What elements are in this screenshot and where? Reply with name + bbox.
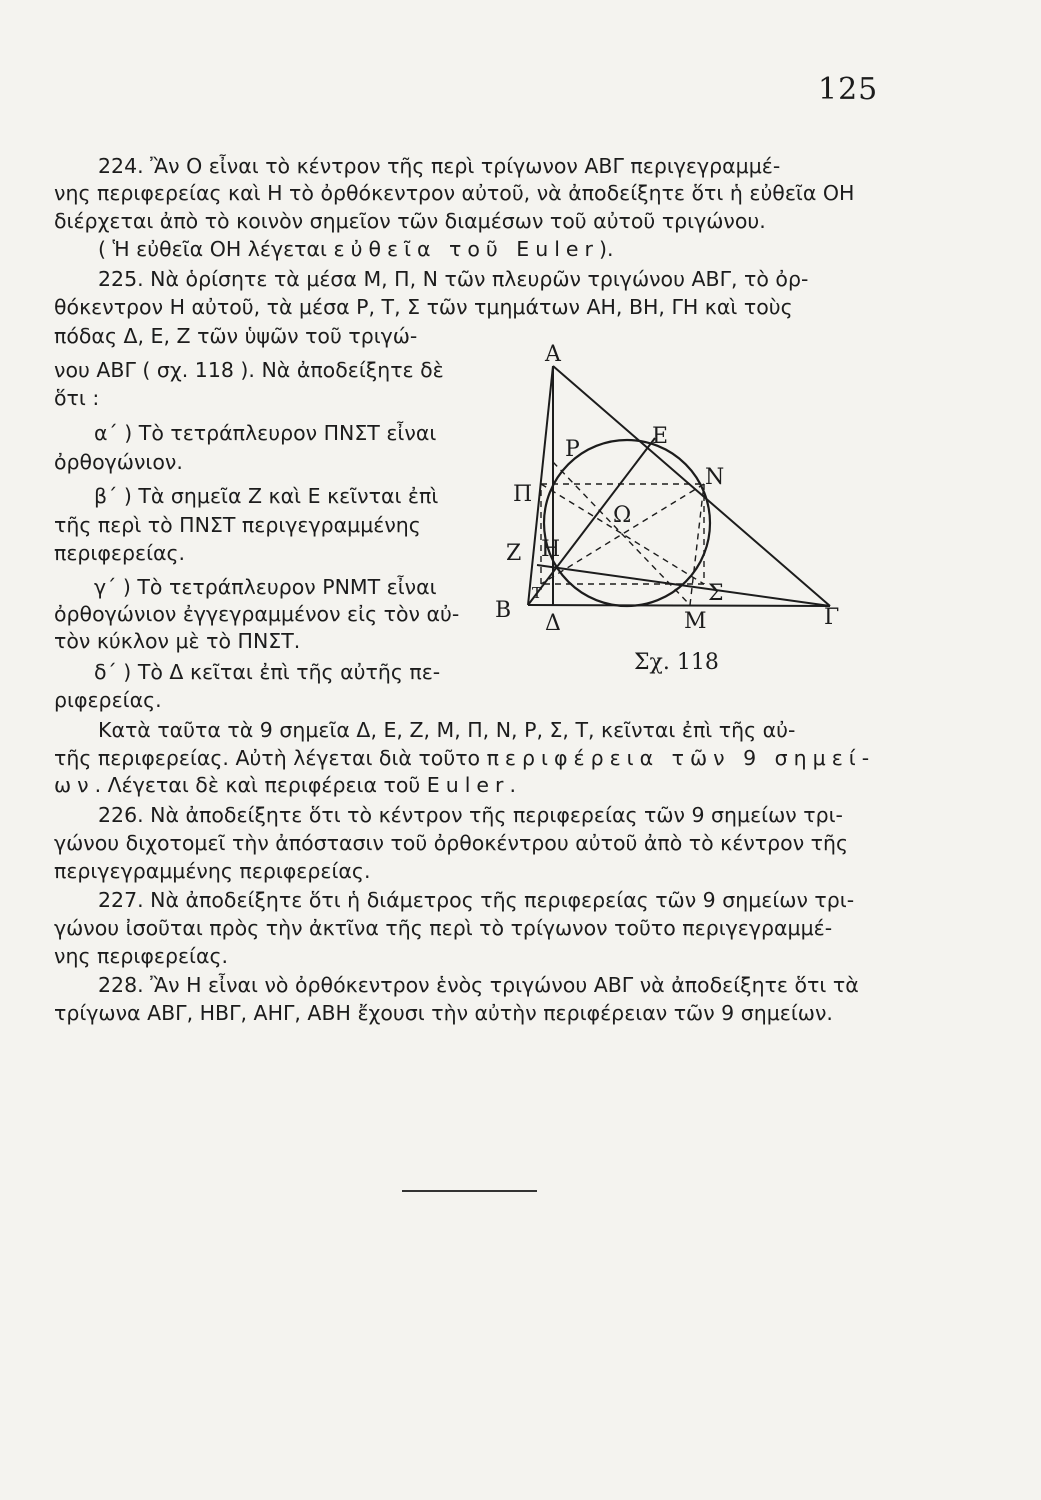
p224-l4c: ).: [598, 237, 614, 261]
p225-item-c-2: ὀρθογώνιον ἐγγεγραμμένον εἰς τὸν αὐ-: [54, 602, 460, 626]
p225-summary-3: [54, 772, 516, 798]
p224-line-2: νης περιφερείας καὶ Η τὸ ὀρθόκεντρον αὐτοῦ, νὰ ἀποδείξητε ὅτι ἡ εὐθεῖα ΟΗ: [54, 181, 855, 205]
p228-line-2: τρίγωνα ΑΒΓ, ΗΒΓ, ΑΗΓ, ΑΒΗ ἔχουσι τὴν αὐτὴν περιφέρειαν τῶν 9 σημείων.: [54, 1001, 833, 1025]
p224-l4a: ( Ἡ εὐθεῖα ΟΗ λέγεται: [98, 237, 334, 261]
p224-line-1: 224. Ἂν Ο εἶναι τὸ κέντρον τῆς περὶ τρίγωνον ΑΒΓ περιγεγραμμέ-: [98, 154, 781, 178]
label-E: Ε: [652, 424, 669, 449]
p226-line-1: 226. Νὰ ἀποδείξητε ὅτι τὸ κέντρον τῆς περιφερείας τῶν 9 σημείων τρι-: [98, 803, 843, 827]
p225-item-d-1: δ΄ ) Τὸ Δ κεῖται ἐπὶ τῆς αὐτῆς πε-: [94, 660, 441, 684]
figure-labels: [495, 342, 839, 636]
p225-s3a: ων: [54, 773, 95, 797]
p225-s3b: . Λέγεται δὲ καὶ περιφέρεια τοῦ: [94, 773, 427, 797]
p225-item-b-2: τῆς περὶ τὸ ΠΝΣΤ περιγεγραμμένης: [54, 513, 421, 537]
end-rule: [402, 1190, 537, 1192]
p226-line-3: περιγεγραμμένης περιφερείας.: [54, 859, 371, 883]
side-BG: [528, 605, 830, 606]
p226-line-2: γώνου διχοτομεῖ τὴν ἀπόστασιν τοῦ ὀρθοκέντρου αὐτοῦ ἀπὸ τὸ κέντρον τῆς: [54, 831, 849, 855]
p224-line-4: [98, 236, 614, 262]
p225-s3d: .: [509, 773, 516, 797]
nine-point-circle-term: περιφέρεια τῶν 9 σημεί-: [486, 746, 876, 770]
label-Z: Ζ: [506, 541, 522, 566]
p227-line-3: νης περιφερείας.: [54, 944, 229, 968]
side-AG: [553, 366, 830, 606]
p225-item-b-3: περιφερείας.: [54, 541, 186, 565]
label-H: Η: [541, 537, 561, 562]
p225-item-a-1: α΄ ) Τὸ τετράπλευρον ΠΝΣΤ εἶναι: [94, 421, 437, 445]
label-T: Τ: [532, 584, 543, 602]
p225-item-d-2: ριφερείας.: [54, 688, 162, 712]
p225-item-a-2: ὀρθογώνιον.: [54, 450, 183, 474]
p225-item-b-1: β΄ ) Τὰ σημεῖα Ζ καὶ Ε κεῖνται ἐπὶ: [94, 484, 439, 508]
p225-line-3: πόδας Δ, Ε, Ζ τῶν ὑψῶν τοῦ τριγώ-: [54, 324, 418, 348]
label-P: Π: [513, 482, 533, 507]
label-M: Μ: [684, 609, 707, 634]
label-N: Ν: [705, 465, 725, 490]
altitude-BE: [528, 438, 655, 605]
p224-line-3: διέρχεται ἀπὸ τὸ κοινὸν σημεῖον τῶν διαμέσων τοῦ αὐτοῦ τριγώνου.: [54, 209, 766, 233]
p228-line-1: 228. Ἂν Η εἶναι νὸ ὀρθόκεντρον ἑνὸς τριγώνου ΑΒΓ νὰ ἀποδείξητε ὅτι τὰ: [98, 973, 859, 997]
label-G: Γ: [824, 605, 840, 630]
p225-s2a: τῆς περιφερείας. Αὐτὴ λέγεται διὰ τοῦτο: [54, 746, 487, 770]
p227-line-2: γώνου ἰσοῦται πρὸς τὴν ἀκτῖνα τῆς περὶ τὸ τρίγωνον τοῦτο περιγεγραμμέ-: [54, 916, 833, 940]
p225-line-1: 225. Νὰ ὁρίσητε τὰ μέσα Μ, Π, Ν τῶν πλευρῶν τριγώνου ΑΒΓ, τὸ ὀρ-: [98, 267, 809, 291]
label-R: Ρ: [565, 437, 580, 462]
p225-item-c-3: τὸν κύκλον μὲ τὸ ΠΝΣΤ.: [54, 629, 301, 653]
euler-line-term: εὐθεῖα τοῦ Euler: [333, 237, 599, 261]
p225-summary-1: Κατὰ ταῦτα τὰ 9 σημεῖα Δ, Ε, Ζ, Μ, Π, Ν, Ρ, Σ, Τ, κεῖνται ἐπὶ τῆς αὐ-: [98, 718, 796, 742]
euler-circle-term: Euler: [426, 773, 510, 797]
label-A: Α: [545, 342, 561, 367]
p227-line-1: 227. Νὰ ἀποδείξητε ὅτι ἡ διάμετρος τῆς περιφερείας τῶν 9 σημείων τρι-: [98, 888, 855, 912]
p225-line-4: νου ΑΒΓ ( σχ. 118 ). Νὰ ἀποδείξητε δὲ: [54, 358, 444, 382]
p225-line-5: ὅτι :: [54, 386, 100, 410]
label-B: Β: [495, 598, 512, 623]
figure-caption: Σχ. 118: [634, 650, 719, 675]
label-S: Σ: [708, 581, 724, 606]
p225-line-2: θόκεντρον Η αὐτοῦ, τὰ μέσα Ρ, Τ, Σ τῶν τμημάτων ΑΗ, ΒΗ, ΓΗ καὶ τοὺς: [54, 295, 793, 319]
figure-118: [490, 338, 870, 683]
page-number: 125: [818, 72, 879, 107]
p225-summary-2: [54, 745, 875, 771]
label-O: Ω: [613, 503, 632, 528]
p225-item-c-1: γ΄ ) Τὸ τετράπλευρον ΡΝΜΤ εἶναι: [94, 575, 437, 599]
label-D: Δ: [545, 611, 561, 636]
